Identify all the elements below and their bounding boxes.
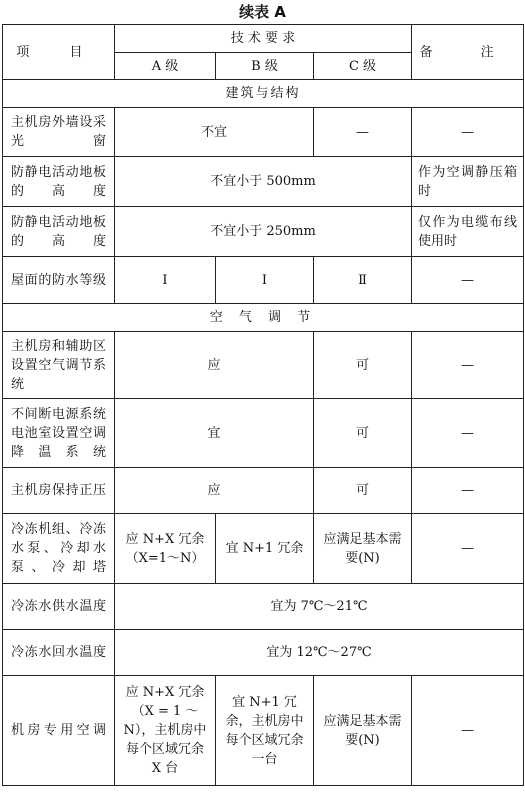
row-value-a: 应 N+X 冗余（X=1～N） [115,514,216,584]
header-item: 项 目 [3,25,115,80]
section-building: 建筑与结构 [3,80,524,108]
header-note: 备 注 [412,25,524,80]
row-note: 作为空调静压箱时 [412,157,524,207]
row-value-b: Ⅰ [216,257,314,304]
row-value-all: 宜为 7℃～21℃ [115,584,524,630]
table-row [3,257,524,304]
header-tech-requirements: 技 术 要 求 [115,25,412,53]
table-row [3,514,524,584]
row-item: 机房专用空调 [3,676,115,786]
row-value-c: 可 [314,399,412,468]
row-value-ab: 应 [115,468,314,514]
row-value-a: 应 N+X 冗余（X = 1 ～ N），主机房中每个区域冗余 X 台 [115,676,216,786]
row-note: — [412,108,524,157]
table-row [3,399,524,468]
row-value-c: 可 [314,468,412,514]
row-item: 主机房外墙设采光窗 [3,108,115,157]
header-level-b: B 级 [216,53,314,80]
table-row [3,468,524,514]
row-note: — [412,676,524,786]
row-item: 主机房保持正压 [3,468,115,514]
row-item: 屋面的防水等级 [3,257,115,304]
row-note: — [412,514,524,584]
row-item: 主机房和辅助区设置空气调节系统 [3,332,115,399]
row-value-c: — [314,108,412,157]
header-level-a: A 级 [115,53,216,80]
table-row [3,157,524,207]
row-value-b: 宜 N+1 冗余，主机房中每个区域冗余一台 [216,676,314,786]
requirements-table [2,24,524,786]
row-value-c: 应满足基本需要(N) [314,514,412,584]
table-row [3,584,524,630]
table-row [3,207,524,257]
table-row [3,676,524,786]
table-title: 续表 A [239,3,286,21]
row-item: 防静电活动地板的高度 [3,157,115,207]
table-row [3,108,524,157]
row-value-all: 宜为 12℃～27℃ [115,630,524,676]
row-value-abc: 不宜小于 500mm [115,157,412,207]
row-note: 仅作为电缆布线使用时 [412,207,524,257]
row-note: — [412,257,524,304]
row-item: 冷冻机组、冷冻水泵、冷却水泵、冷却塔 [3,514,115,584]
table-row [3,630,524,676]
row-value-ab: 应 [115,332,314,399]
row-item: 不间断电源系统电池室设置空调降温系统 [3,399,115,468]
row-item: 冷冻水供水温度 [3,584,115,630]
section-row [3,80,524,108]
row-item: 冷冻水回水温度 [3,630,115,676]
table-row [3,332,524,399]
row-note: — [412,332,524,399]
row-value-c: 应满足基本需要(N) [314,676,412,786]
section-aircon: 空 气 调 节 [3,304,524,332]
header-level-c: C 级 [314,53,412,80]
row-value-b: 宜 N+1 冗余 [216,514,314,584]
section-row [3,304,524,332]
row-value-a: Ⅰ [115,257,216,304]
row-note: — [412,468,524,514]
row-value-abc: 不宜小于 250mm [115,207,412,257]
row-value-c: 可 [314,332,412,399]
row-item: 防静电活动地板的高度 [3,207,115,257]
row-value-c: Ⅱ [314,257,412,304]
row-value-ab: 宜 [115,399,314,468]
row-note: — [412,399,524,468]
row-value-ab: 不宜 [115,108,314,157]
header-row [3,25,524,53]
